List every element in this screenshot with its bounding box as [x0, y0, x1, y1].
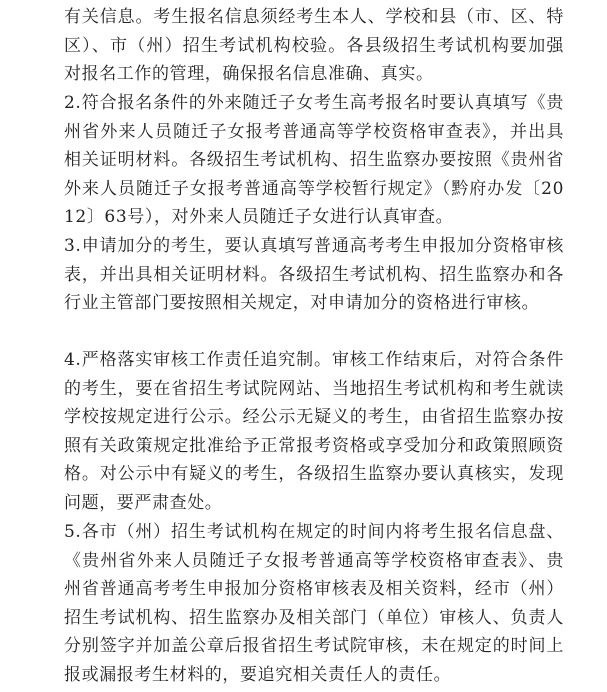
paragraph-accountability: 4.严格落实审核工作责任追究制。审核工作结束后，对符合条件的考生，要在省招生考试院网站、当地招生考试机构和考生就读学校按规定进行公示。经公示无疑义的考生，由省招生监察办按照有关政策规定批准给予正常报考资格或享受加分和政策照顾资格。对公示中有疑义的考生，各级招生监察办要认真核实，发现问题，要严肃查处。 — [64, 350, 564, 513]
paragraph-submission: 5.各市（州）招生考试机构在规定的时间内将考生报名信息盘、《贵州省外来人员随迁子女报考普通高等学校资格审查表》、贵州省普通高考考生申报加分资格审核表及相关资料，经市（州）招生考试机构、招生监察办及相关部门（单位）审核人、负责人分别签字并加盖公章后报省招生考试院审核，未在规定的时间上报或漏报考生材料的，要追究相关责任人的责任。 — [64, 522, 564, 685]
paragraph-migrant-children: 2.符合报名条件的外来随迁子女考生高考报名时要认真填写《贵州省外来人员随迁子女报考普通高等学校资格审查表》，并出具相关证明材料。各级招生考试机构、招生监察办要按照《贵州省外来人员随迁子女报考普通高等学校暂行规定》（黔府办发〔2012〕63号），对外来人员随迁子女进行认真审查。 — [64, 93, 564, 228]
paragraph-bonus-points: 3.申请加分的考生，要认真填写普通高考考生申报加分资格审核表，并出具相关证明材料。各级招生考试机构、招生监察办和各行业主管部门要按照相关规定，对申请加分的资格进行审核。 — [64, 236, 564, 314]
paragraph-registration-info: 有关信息。考生报名信息须经考生本人、学校和县（市、区、特区）、市（州）招生考试机构校验。各县级招生考试机构要加强对报名工作的管理，确保报名信息准确、真实。 — [64, 7, 564, 85]
